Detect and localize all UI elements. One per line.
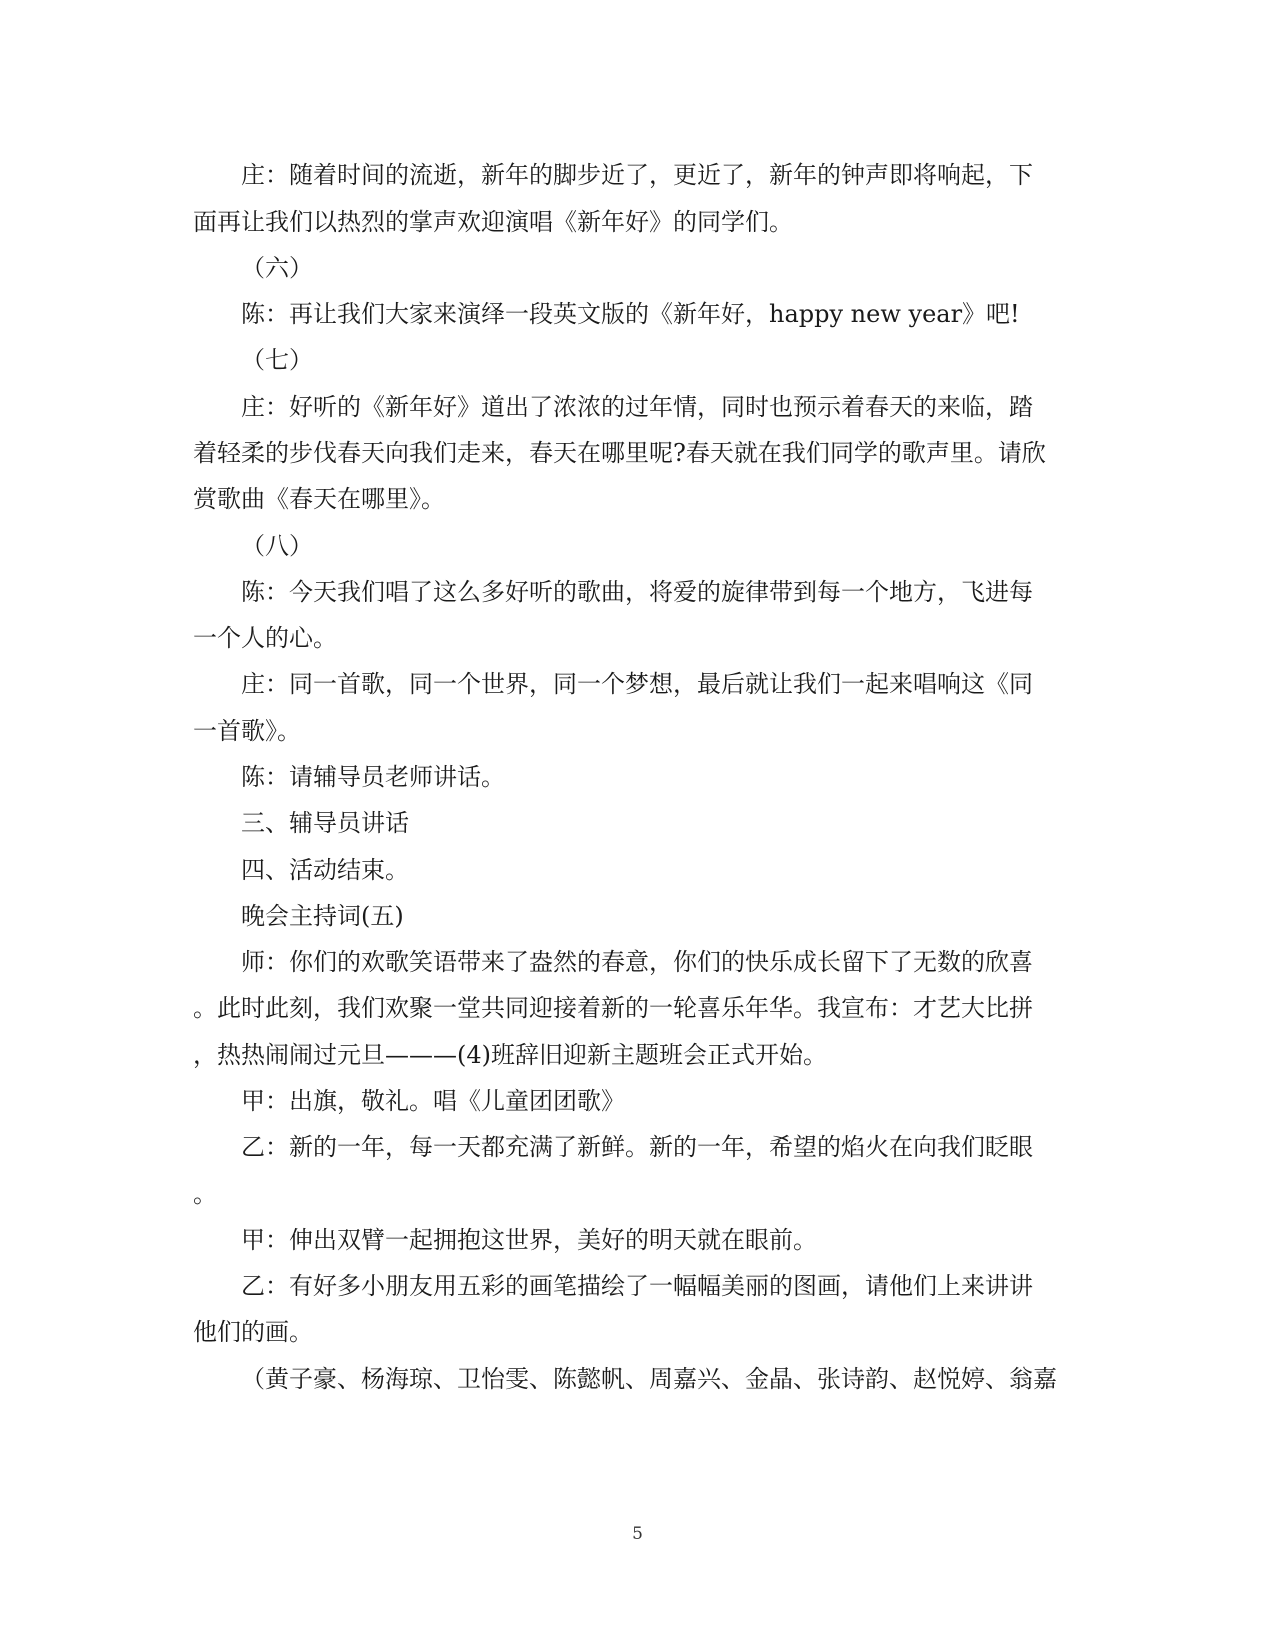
text-line: 师：你们的欢歌笑语带来了盎然的春意，你们的快乐成长留下了无数的欣喜	[241, 948, 1033, 976]
text-line: 。	[193, 1180, 217, 1208]
text-line: ，热热闹闹过元旦———(4)班辞旧迎新主题班会正式开始。	[193, 1041, 827, 1069]
text-line: 陈：请辅导员老师讲话。	[241, 763, 505, 791]
text-line: 赏歌曲《春天在哪里》。	[193, 485, 445, 513]
text-line: （七）	[241, 346, 313, 374]
text-line: 庄：同一首歌，同一个世界，同一个梦想，最后就让我们一起来唱响这《同	[241, 670, 1033, 698]
text-line: 乙：有好多小朋友用五彩的画笔描绘了一幅幅美丽的图画，请他们上来讲讲	[241, 1272, 1033, 1300]
text-line: （八）	[241, 532, 313, 560]
text-line: 庄：随着时间的流逝，新年的脚步近了，更近了，新年的钟声即将响起，下	[241, 161, 1033, 189]
text-line: 甲：出旗，敬礼。唱《儿童团团歌》	[241, 1087, 625, 1115]
section-heading: 晚会主持词(五)	[241, 902, 404, 930]
text-line: 三、辅导员讲话	[241, 809, 409, 837]
text-line: 乙：新的一年，每一天都充满了新鲜。新的一年，希望的焰火在向我们眨眼	[241, 1133, 1033, 1161]
text-line: 四、活动结束。	[241, 856, 409, 884]
text-line: 一首歌》。	[193, 717, 301, 745]
text-line: 。此时此刻，我们欢聚一堂共同迎接着新的一轮喜乐年华。我宣布：才艺大比拼	[193, 994, 1033, 1022]
text-line: 一个人的心。	[193, 624, 337, 652]
text-line: 陈：今天我们唱了这么多好听的歌曲，将爱的旋律带到每一个地方，飞进每	[241, 578, 1033, 606]
text-line: 陈：再让我们大家来演绎一段英文版的《新年好，happy new year》吧!	[241, 300, 1020, 328]
text-line: 甲：伸出双臂一起拥抱这世界，美好的明天就在眼前。	[241, 1226, 817, 1254]
text-line: （黄子豪、杨海琼、卫怡雯、陈懿帆、周嘉兴、金晶、张诗韵、赵悦婷、翁嘉	[241, 1365, 1057, 1393]
text-line: （六）	[241, 254, 313, 282]
text-line: 庄：好听的《新年好》道出了浓浓的过年情，同时也预示着春天的来临，踏	[241, 393, 1033, 421]
page-number: 5	[632, 1524, 643, 1544]
text-line: 他们的画。	[193, 1318, 313, 1346]
text-line: 面再让我们以热烈的掌声欢迎演唱《新年好》的同学们。	[193, 208, 793, 236]
text-line: 着轻柔的步伐春天向我们走来，春天在哪里呢?春天就在我们同学的歌声里。请欣	[193, 439, 1046, 467]
